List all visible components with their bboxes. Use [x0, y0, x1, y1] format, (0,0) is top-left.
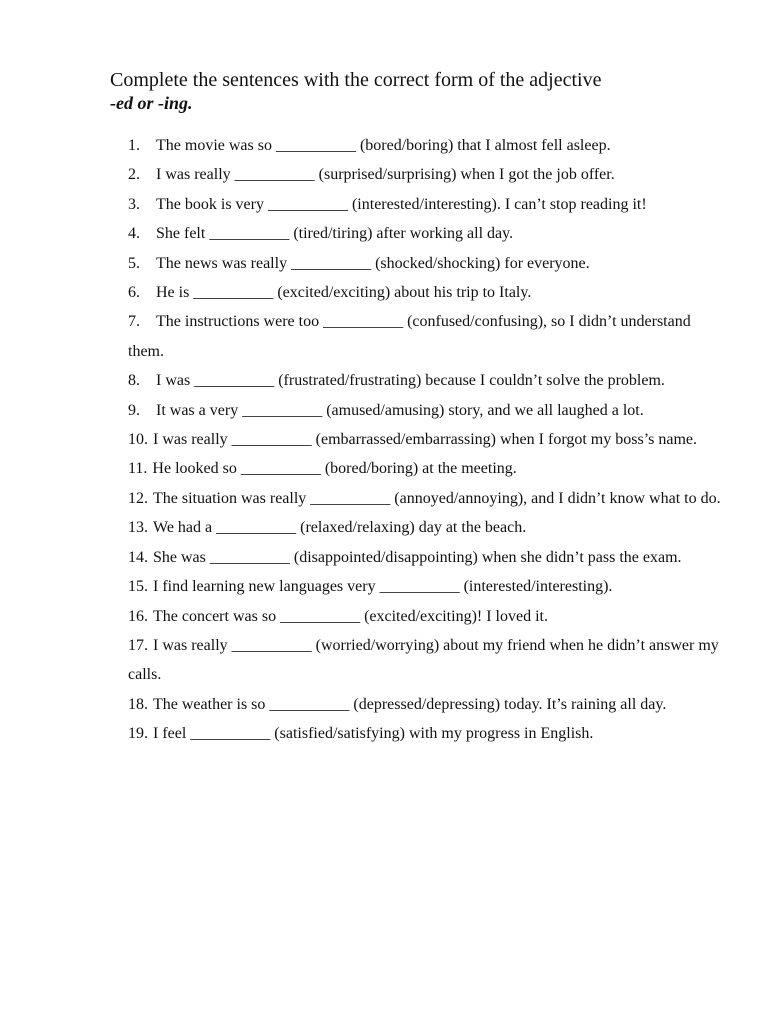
- exercise-sentence: I was really __________ (embarrassed/embarrassing) when I forgot my boss’s name.: [153, 431, 698, 449]
- exercise-sentence: He looked so __________ (bored/boring) at the meeting.: [152, 460, 517, 478]
- exercise-number: 8.: [128, 372, 140, 390]
- exercise-number: 17.: [128, 636, 148, 654]
- exercise-number: 19.: [128, 725, 148, 743]
- exercise-item: [128, 543, 728, 572]
- exercise-item: [128, 160, 728, 189]
- exercise-sentence: The weather is so __________ (depressed/depressing) today. It’s raining all day.: [153, 695, 667, 713]
- exercise-item: [128, 307, 728, 366]
- exercise-sentence: She was __________ (disappointed/disappointing) when she didn’t pass the exam.: [153, 548, 682, 566]
- exercise-item: [128, 396, 728, 425]
- exercise-number: 7.: [128, 313, 140, 331]
- exercise-list: [128, 131, 728, 749]
- exercise-number: 3.: [128, 195, 140, 213]
- exercise-item: [128, 190, 728, 219]
- exercise-sentence: I feel __________ (satisfied/satisfying) with my progress in English.: [153, 725, 594, 743]
- exercise-sentence: The news was really __________ (shocked/shocking) for everyone.: [156, 254, 590, 272]
- exercise-sentence: She felt __________ (tired/tiring) after working all day.: [156, 225, 514, 243]
- exercise-number: 9.: [128, 401, 140, 419]
- exercise-item: [128, 366, 728, 395]
- exercise-number: 14.: [128, 548, 148, 566]
- exercise-item: [128, 631, 728, 690]
- exercise-sentence: The instructions were too __________ (confused/confusing), so I didn’t understand them.: [128, 313, 691, 360]
- exercise-item: [128, 690, 728, 719]
- exercise-item: [128, 278, 728, 307]
- exercise-number: 16.: [128, 607, 148, 625]
- exercise-sentence: The concert was so __________ (excited/exciting)! I loved it.: [153, 607, 548, 625]
- exercise-number: 15.: [128, 578, 148, 596]
- exercise-item: [128, 219, 728, 248]
- exercise-sentence: He is __________ (excited/exciting) about his trip to Italy.: [156, 284, 532, 302]
- exercise-sentence: We had a __________ (relaxed/relaxing) day at the beach.: [153, 519, 527, 537]
- exercise-sentence: The movie was so __________ (bored/boring) that I almost fell asleep.: [156, 137, 611, 154]
- exercise-number: 10.: [128, 431, 148, 449]
- exercise-number: 4.: [128, 225, 140, 243]
- exercise-number: 13.: [128, 519, 148, 537]
- exercise-item: [128, 131, 728, 160]
- exercise-number: 1.: [128, 137, 140, 154]
- instruction-title: Complete the sentences with the correct form of the adjective: [110, 69, 602, 91]
- exercise-sentence: The book is very __________ (interested/interesting). I can’t stop reading it!: [156, 195, 647, 213]
- exercise-sentence: It was a very __________ (amused/amusing) story, and we all laughed a lot.: [156, 401, 644, 419]
- exercise-sentence: The situation was really __________ (annoyed/annoying), and I didn’t know what to do.: [153, 489, 721, 507]
- exercise-sentence: I was really __________ (worried/worrying) about my friend when he didn’t answer my calls.: [128, 636, 719, 684]
- exercise-item: [128, 513, 728, 542]
- exercise-item: [128, 719, 728, 748]
- exercise-number: 5.: [128, 254, 140, 272]
- exercise-item: [128, 602, 728, 631]
- exercise-number: 12.: [128, 489, 148, 507]
- exercise-item: [128, 484, 728, 513]
- exercise-sentence: I was __________ (frustrated/frustrating) because I couldn’t solve the problem.: [156, 372, 665, 390]
- exercise-number: 2.: [128, 166, 140, 184]
- exercise-item: [128, 572, 728, 601]
- exercise-number: 18.: [128, 695, 148, 713]
- exercise-number: 6.: [128, 284, 140, 302]
- exercise-item: [128, 249, 728, 278]
- exercise-sentence: I find learning new languages very __________ (interested/interesting).: [153, 578, 613, 596]
- exercise-item: [128, 454, 728, 483]
- exercise-sentence: I was really __________ (surprised/surprising) when I got the job offer.: [156, 166, 615, 184]
- instructions: [110, 68, 730, 114]
- instruction-subtitle: -ed or -ing.: [110, 93, 193, 113]
- exercise-number: 11.: [128, 460, 148, 478]
- exercise-item: [128, 425, 728, 454]
